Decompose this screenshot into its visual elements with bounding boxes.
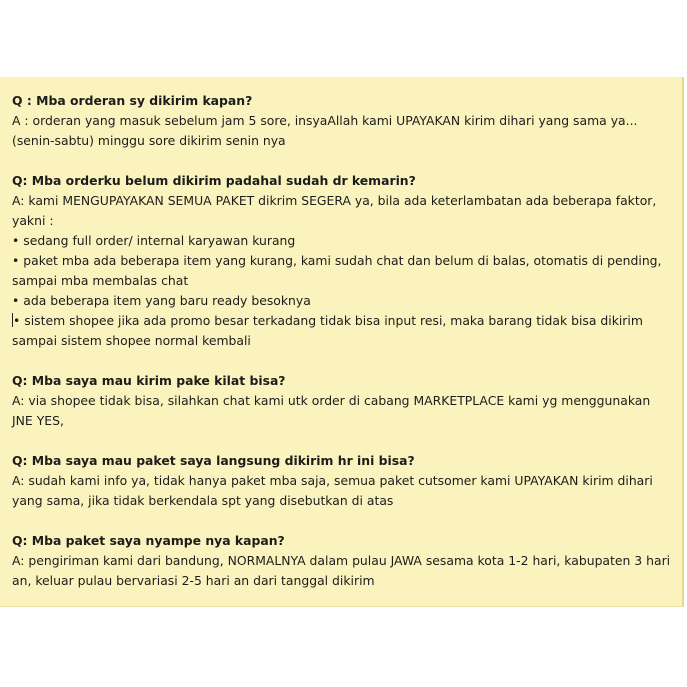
faq-question: Q : Mba orderan sy dikirim kapan? <box>12 93 253 108</box>
faq-bullet-with-caret: • sistem shopee jika ada promo besar terkadang tidak bisa input resi, maka barang tidak bisa dikirim sampai sistem shopee normal kembali <box>12 313 643 348</box>
faq-bullet: • sedang full order/ internal karyawan kurang <box>12 233 296 248</box>
faq-item-4 <box>12 451 672 511</box>
faq-answer: A: pengiriman kami dari bandung, NORMALNYA dalam pulau JAWA sesama kota 1-2 hari, kabupaten 3 hari an, keluar pulau bervariasi 2-5 hari an dari tanggal dikirim <box>12 553 671 588</box>
faq-answer: A : orderan yang masuk sebelum jam 5 sore, insyaAllah kami UPAYAKAN kirim dihari yang sama ya... (senin-sabtu) minggu sore dikirim senin nya <box>12 113 638 148</box>
faq-note-panel[interactable] <box>0 77 684 607</box>
faq-answer: A: kami MENGUPAYAKAN SEMUA PAKET dikrim SEGERA ya, bila ada keterlambatan ada beberapa faktor, yakni : <box>12 193 657 228</box>
faq-question: Q: Mba paket saya nyampe nya kapan? <box>12 533 285 548</box>
faq-bullet: • paket mba ada beberapa item yang kurang, kami sudah chat dan belum di balas, otomatis di pending, sampai mba membalas chat <box>12 253 662 288</box>
faq-question: Q: Mba saya mau kirim pake kilat bisa? <box>12 373 286 388</box>
faq-item-3 <box>12 371 672 431</box>
faq-item-5 <box>12 531 672 591</box>
faq-answer: A: sudah kami info ya, tidak hanya paket mba saja, semua paket cutsomer kami UPAYAKAN kirim dihari yang sama, jika tidak berkendala spt yang disebutkan di atas <box>12 473 653 508</box>
faq-bullet: • ada beberapa item yang baru ready besoknya <box>12 293 311 308</box>
faq-item-1 <box>12 91 672 151</box>
faq-question: Q: Mba orderku belum dikirim padahal sudah dr kemarin? <box>12 173 416 188</box>
faq-question: Q: Mba saya mau paket saya langsung dikirim hr ini bisa? <box>12 453 415 468</box>
faq-item-2 <box>12 171 672 351</box>
faq-answer: A: via shopee tidak bisa, silahkan chat kami utk order di cabang MARKETPLACE kami yg menggunakan JNE YES, <box>12 393 651 428</box>
